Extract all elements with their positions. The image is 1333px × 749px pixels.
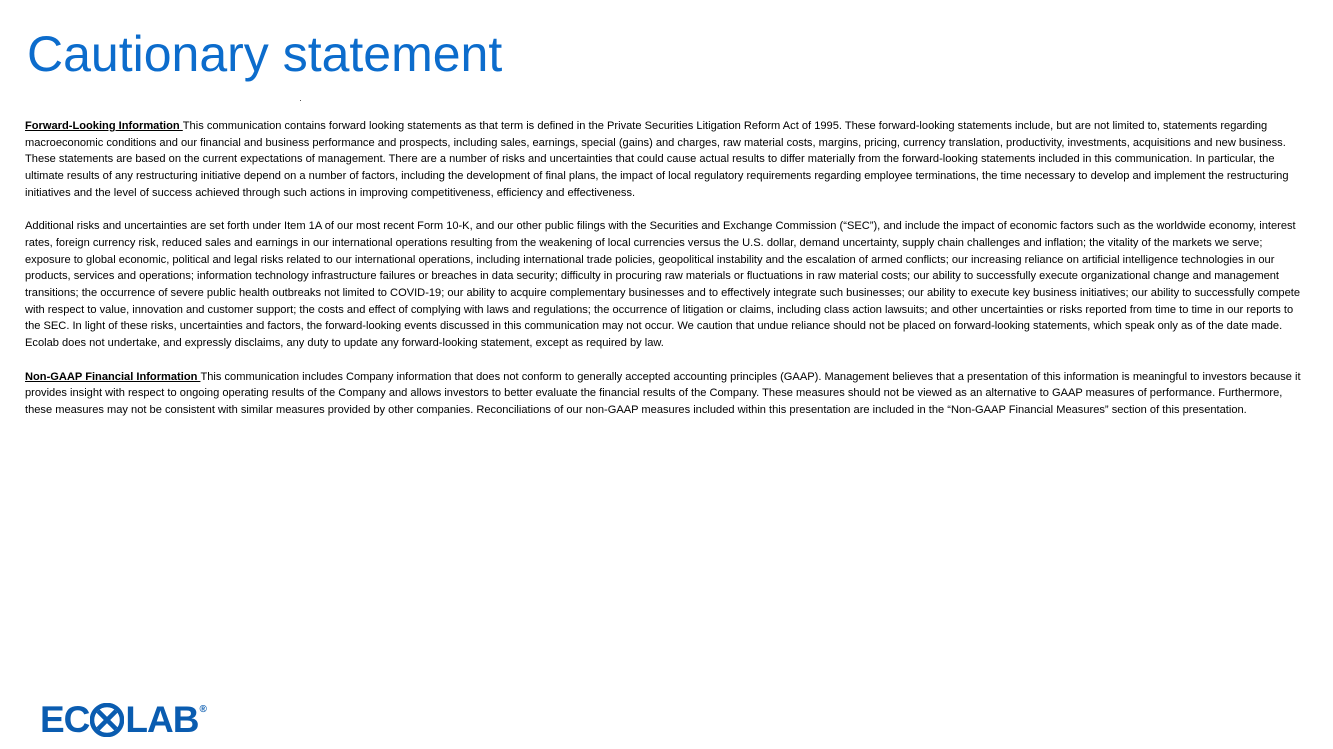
decorative-dot <box>300 100 301 101</box>
ecolab-logo <box>40 700 207 740</box>
additional-risks-text: Additional risks and uncertainties are set forth under Item 1A of our most recent Form 10-K, and our other public filings with the Securities and Exchange Commission (“SEC”), and include the impact of economic factors such as the worldwide economy, interest rates, foreign currency risk, reduced sales and earnings in our international operations resulting from the weakening of local currencies versus the U.S. dollar, demand uncertainty, supply chain challenges and inflation; the vitality of the markets we serve; exposure to global economic, political and legal risks related to our international operations, including international trade policies, geopolitical instability and the escalation of armed conflicts; our increasing reliance on artificial intelligence technologies in our products, services and operations; information technology infrastructure failures or breaches in data security; difficulty in procuring raw materials or fluctuations in raw material costs; our ability to successfully execute organizational change and management transitions; the occurrence of severe public health outbreaks not limited to COVID-19; our ability to acquire complementary businesses and to effectively integrate such businesses; our ability to execute key business initiatives; our ability to successfully compete with respect to value, innovation and customer support; the costs and effect of complying with laws and regulations; the occurrence of litigation or claims, including class action lawsuits; and other uncertainties or risks reported from time to time in our reports to the SEC. In light of these risks, uncertainties and factors, the forward-looking events discussed in this communication may not occur. We caution that undue reliance should not be placed on forward-looking statements, which speak only as of the date made. Ecolab does not undertake, and expressly disclaims, any duty to update any forward-looking statement, except as required by law. <box>25 220 1300 350</box>
forward-looking-heading: Forward-Looking Information <box>25 120 183 132</box>
registered-mark: ® <box>199 704 207 715</box>
forward-looking-paragraph <box>25 118 1307 202</box>
page-title: Cautionary statement <box>27 26 503 82</box>
non-gaap-paragraph <box>25 369 1307 419</box>
ecolab-logo-icon <box>90 703 124 737</box>
cautionary-body <box>25 118 1307 435</box>
non-gaap-text: This communication includes Company information that does not conform to generally accepted accounting principles (GAAP). Management believes that a presentation of this information is meaningful to investors because it provides insight with respect to ongoing operating results of the Company and allows investors to better evaluate the financial results of the Company. These measures should not be viewed as an alternative to GAAP measures of performance. Furthermore, these measures may not be consistent with similar measures provided by other companies. Reconciliations of our non-GAAP measures included within this presentation are included in the “Non-GAAP Financial Measures” section of this presentation. <box>25 370 1301 416</box>
forward-looking-text: This communication contains forward looking statements as that term is defined in the Private Securities Litigation Reform Act of 1995. These forward-looking statements include, but are not limited to, statements regarding macroeconomic conditions and our financial and business performance and prospects, including sales, earnings, special (gains) and charges, raw material costs, margins, pricing, currency translation, productivity, investments, acquisitions and new business. These statements are based on the current expectations of management. There are a number of risks and uncertainties that could cause actual results to differ materially from the forward-looking statements included in this communication. In particular, the ultimate results of any restructuring initiative depend on a number of factors, including the development of final plans, the impact of local regulatory requirements regarding employee terminations, the time necessary to develop and implement the restructuring initiatives and the level of success achieved through such actions in improving competitiveness, efficiency and effectiveness. <box>25 120 1289 199</box>
additional-risks-paragraph <box>25 218 1307 352</box>
logo-text-right: LAB <box>125 699 199 740</box>
non-gaap-heading: Non-GAAP Financial Information <box>25 370 201 383</box>
ecolab-logo-wordmark <box>40 700 198 740</box>
logo-text-left: EC <box>40 699 90 740</box>
